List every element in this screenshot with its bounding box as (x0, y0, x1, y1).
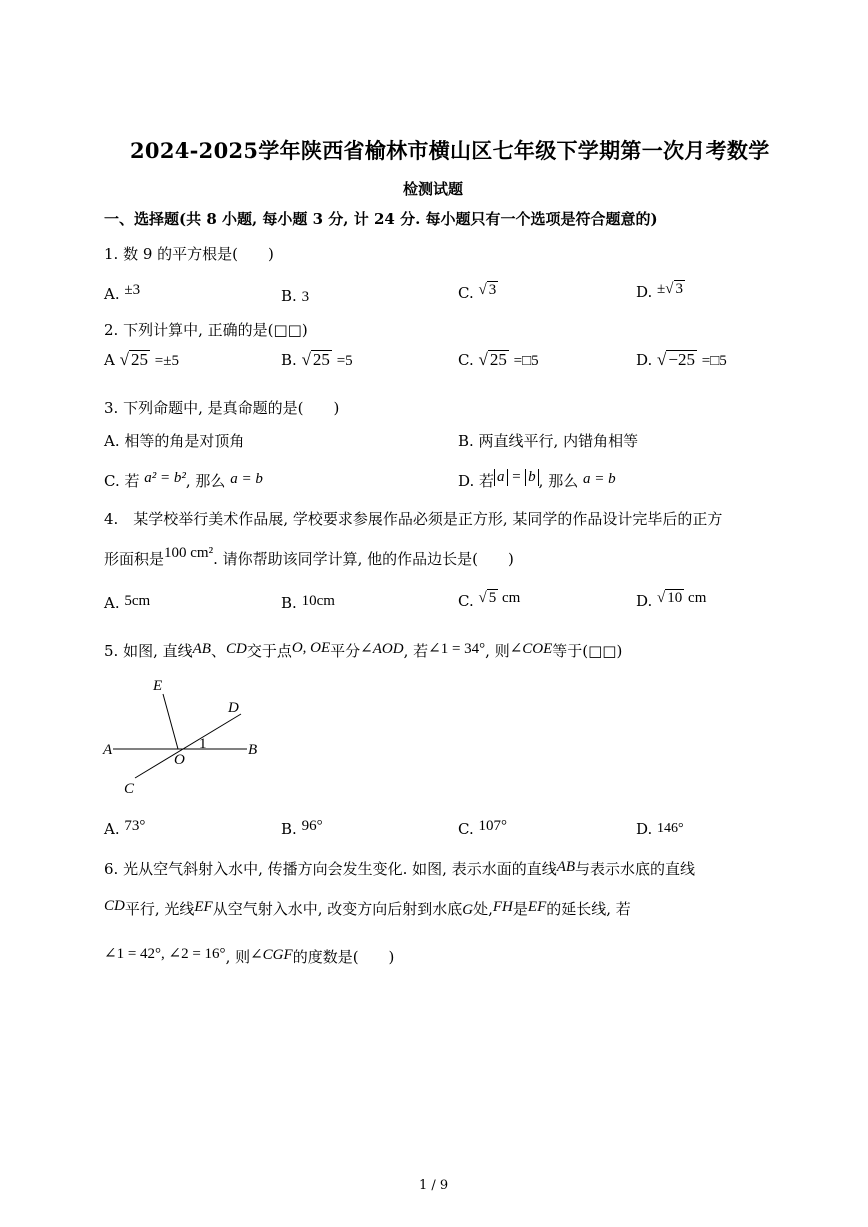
option-label: C. 若 (104, 472, 140, 490)
sqrt-icon: √ (657, 350, 667, 369)
question-5-stem (104, 640, 622, 661)
q5-figure (95, 670, 275, 805)
q5-option-a (104, 820, 145, 839)
q1-option-c (458, 284, 498, 303)
label-b: B (248, 742, 258, 758)
option-rest: =□5 (701, 353, 727, 369)
stem-text: , 则 (225, 948, 251, 966)
label-a: A (103, 742, 113, 758)
option-label: D. 若 (458, 472, 495, 490)
option-label: D. (636, 592, 653, 610)
angle-values: ∠1 = 42°, ∠2 = 16° (104, 946, 226, 962)
stem-text: 等于(□□) (552, 642, 623, 660)
option-label: A. (104, 594, 120, 612)
stem-text: 的延长线, 若 (546, 900, 631, 918)
option-label: C. (458, 592, 474, 610)
label-e: E (153, 678, 163, 694)
stem-text: . 请你帮助该同学计算, 他的作品边长是( ) (213, 550, 514, 568)
stem-text: 处, (473, 900, 493, 918)
stem-text: 6. 光从空气斜射入水中, 传播方向会发生变化. 如图, 表示水面的直线 (104, 860, 557, 878)
q5-option-d (636, 820, 684, 839)
option-text: , 那么 (538, 472, 579, 490)
stem-text: 、 (210, 642, 226, 660)
section-heading: 一、选择题(共 8 小题, 每小题 3 分, 计 24 分. 每小题只有一个选项是符合题意的) (104, 210, 658, 228)
q3-option-b: B. 两直线平行, 内错角相等 (458, 432, 639, 450)
question-4-line-1: 4. 某学校举行美术作品展, 学校要求参展作品必须是正方形, 某同学的作品设计完毕后的正方 (104, 510, 723, 528)
q4-option-a (104, 594, 150, 613)
stem-text: , 则 (485, 642, 510, 660)
line-cd: CD (225, 641, 247, 657)
angle-cgf: ∠CGF (250, 947, 293, 963)
option-label: B. (281, 820, 297, 838)
question-4-line-2 (104, 545, 514, 569)
sqrt-icon: √ (657, 590, 666, 606)
option-value: 10cm (301, 593, 335, 609)
line-ab: AB (192, 641, 211, 657)
stem-text: 与表示水底的直线 (575, 860, 696, 878)
sqrt-icon: √ (301, 350, 311, 369)
angle-1-value: ∠1 = 34° (428, 641, 486, 657)
radicand: 5 (488, 590, 497, 606)
sqrt-icon: √ (478, 350, 488, 369)
q3-option-c (104, 470, 263, 491)
q4-option-c (458, 592, 520, 611)
question-6-line-2 (104, 898, 631, 919)
q3-option-d (458, 470, 616, 491)
line-fh: FH (492, 899, 513, 915)
stem-text: 的度数是( ) (292, 948, 395, 966)
page-title: 2024-2025学年陕西省榆林市横山区七年级下学期第一次月考数学 (130, 138, 770, 163)
page-subtitle: 检测试题 (403, 180, 464, 198)
sqrt-icon: √ (478, 590, 487, 606)
option-label: D. (636, 351, 653, 369)
line-ab: AB (556, 859, 576, 875)
label-c: C (124, 781, 135, 797)
option-value: 3 (301, 289, 310, 305)
stem-text: 5. 如图, 直线 (104, 642, 193, 660)
option-label: A. (104, 285, 120, 303)
line-cd: CD (104, 898, 125, 914)
radicand: 25 (312, 350, 330, 369)
unit: cm (688, 590, 707, 606)
option-value: 107° (478, 818, 507, 834)
option-rest: =±5 (154, 353, 179, 369)
q1-option-b (281, 287, 309, 306)
sqrt-icon: √ (478, 282, 487, 298)
math-expression: a² = b² (144, 470, 186, 486)
page-number: 1 / 9 (419, 1178, 449, 1193)
option-label: B. (281, 594, 297, 612)
option-value: 146° (657, 821, 684, 836)
option-value: 73° (124, 818, 146, 834)
option-value: ±3 (124, 282, 141, 298)
q5-option-b (281, 820, 323, 839)
question-6-line-1 (104, 858, 695, 879)
ray-oe-segment (163, 694, 178, 749)
ray-ef: EF (194, 899, 213, 915)
question-6-line-3 (104, 946, 394, 967)
math-expression: a = b (582, 471, 616, 487)
ray-ef: EF (527, 899, 547, 915)
stem-text: 平分 (330, 642, 361, 660)
area-value: 100 cm² (164, 545, 214, 561)
sqrt-icon: √ (119, 350, 129, 369)
radicand: 25 (130, 350, 148, 369)
stem-text: , 若 (403, 642, 429, 660)
label-o: O (174, 752, 185, 768)
radicand: 10 (667, 590, 683, 606)
q2-option-d (636, 350, 727, 370)
math-expression: a = b (230, 471, 263, 487)
option-value: 3 (488, 282, 497, 298)
q4-option-d (636, 592, 706, 611)
question-1-stem: 1. 数 9 的平方根是( ) (104, 245, 274, 263)
plus-minus: ± (657, 281, 666, 297)
q4-option-b (281, 594, 335, 613)
option-value: 96° (301, 818, 323, 834)
label-angle-1: 1 (199, 736, 207, 752)
option-label: B. (281, 287, 297, 305)
option-label: C. (458, 351, 474, 369)
option-rest: =□5 (513, 353, 539, 369)
radicand: −25 (668, 350, 695, 369)
line-cd-segment (135, 714, 241, 778)
option-text: , 那么 (185, 472, 226, 490)
option-label: D. (636, 820, 653, 838)
abs-value: b (525, 469, 539, 486)
option-value: 5cm (124, 593, 151, 609)
option-label: A (104, 351, 115, 369)
point-g: G (462, 902, 474, 918)
option-rest: =5 (336, 353, 353, 369)
point-o-oe: O, OE (291, 640, 331, 656)
equals: = (511, 469, 522, 485)
stem-text: 平行, 光线 (124, 900, 195, 918)
option-label: C. (458, 284, 474, 302)
sqrt-icon: √ (665, 281, 674, 297)
angle-coe: ∠COE (509, 641, 553, 657)
angle-aod: ∠AOD (360, 641, 404, 657)
option-label: C. (458, 820, 474, 838)
q2-option-c (458, 350, 539, 370)
option-label: B. (281, 351, 297, 369)
abs-value: a (494, 469, 508, 486)
unit: cm (501, 590, 521, 606)
q2-option-a (104, 350, 179, 370)
stem-text: 交于点 (246, 642, 292, 660)
question-2-stem: 2. 下列计算中, 正确的是(□□) (104, 321, 308, 339)
option-value: 3 (675, 281, 684, 297)
q1-option-a (104, 282, 141, 304)
option-label: A. (104, 820, 120, 838)
question-3-stem: 3. 下列命题中, 是真命题的是( ) (104, 399, 340, 417)
label-d: D (228, 700, 239, 716)
stem-text: 从空气射入水中, 改变方向后射到水底 (212, 900, 463, 918)
q1-option-d (636, 283, 685, 302)
stem-text: 形面积是 (104, 550, 165, 568)
option-label: D. (636, 283, 653, 301)
q2-option-b (281, 350, 353, 370)
q5-option-c (458, 820, 507, 839)
stem-text: 是 (512, 900, 528, 918)
q3-option-a: A. 相等的角是对顶角 (104, 432, 245, 450)
radicand: 25 (489, 350, 507, 369)
